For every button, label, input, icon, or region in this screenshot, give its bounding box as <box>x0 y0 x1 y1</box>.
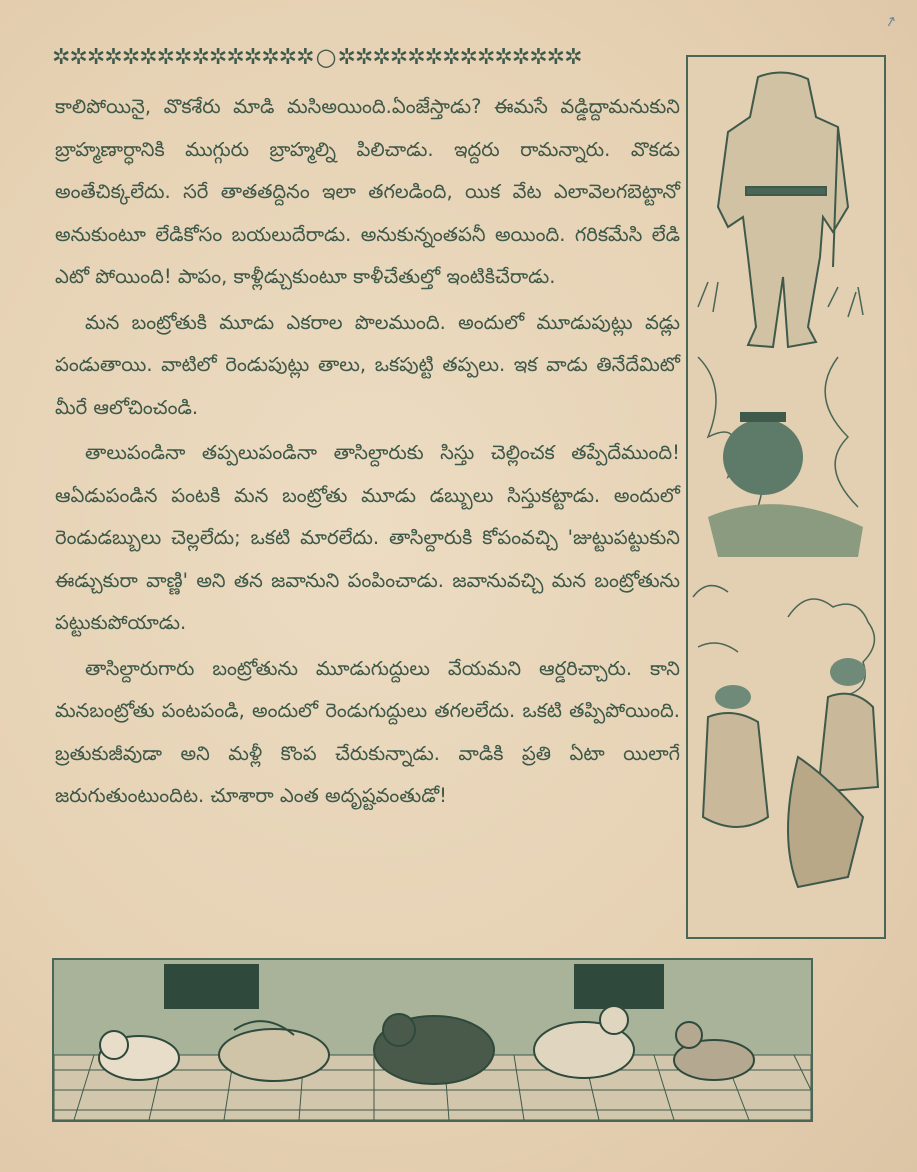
cats-illustration-drawing <box>54 960 811 1120</box>
story-paragraph-1: కాలిపోయినై, వొకశేరు మాడి మసిఅయింది.ఏంజేస్తాడు? ఈమసే వడ్డిద్దామనుకుని బ్రాహ్మణార్ధానికి ముగ్గురు బ్రాహ్మల్ని పిలిచాడు. ఇద్దరు రామన్నారు. వొకడు అంతేచిక్కలేదు. సరే తాతతద్దినం ఇలా తగలడింది, యిక వేట ఎలావెలగబెట్టానో అనుకుంటూ లేడికోసం బయలుదేరాడు. అనుకున్నంతపనీ అయింది. గరికమేసి లేడి ఎటో పోయింది! పాపం, కాళ్లీడ్చుకుంటూ కాళీచేతుల్తో ఇంటికిచేరాడు. <box>55 95 680 288</box>
border-stars-right: ✲✲✲✲✲✲✲✲✲✲✲✲✲✲ <box>337 44 582 70</box>
cats-illustration <box>52 958 813 1122</box>
hunter-story-illustration <box>686 55 886 939</box>
window-left <box>164 964 259 1009</box>
seated-figures <box>703 658 878 887</box>
story-paragraph-4: తాసిల్దారుగారు బంట్రోతును మూడుగుద్దులు వేయమని ఆర్డరిచ్చారు. కాని మనబంట్రోతు పంటపండి, అందులో రెండుగుద్దులు తగలలేదు. ఒకటి తప్పిపోయింది. బ్రతుకుజీవుడా అని మళ్లీ కొంప చేరుకున్నాడు. వాడికి ప్రతి ఏటా యిలాగే జరుగుతుంటుందిట. చూశారా ఎంత అదృష్టవంతుడో! <box>55 656 680 807</box>
hunter-illustration-drawing <box>688 57 884 937</box>
cooking-pot <box>698 357 863 557</box>
window-right <box>574 964 664 1009</box>
border-stars-left: ✲✲✲✲✲✲✲✲✲✲✲✲✲✲✲ <box>52 44 314 70</box>
story-paragraph-3: తాలుపండినా తప్పలుపండినా తాసిల్దారుకు సిస్తు చెల్లించక తప్పేదేముంది! ఆఏడుపండిన పంటకి మన బంట్రోతు మూడు డబ్బులు సిస్తుకట్టాడు. అందులో రెండుడబ్బులు చెల్లలేదు; ఒకటి మారలేదు. తాసిల్దారుకి కోపంవచ్చి 'జుట్టుపట్టుకుని ఈడ్చుకురా వాణ్ణి' అని తన జవానుని పంపించాడు. జవానువచ్చి మన బంట్రోతును పట్టుకుపోయాడు. <box>55 441 680 634</box>
story-paragraph-2: మన బంట్రోతుకి మూడు ఎకరాల పొలముంది. అందులో మూడుపుట్లు వడ్లు పండుతాయి. వాటిలో రెండుపుట్లు తాలు, ఒకపుట్టి తప్పలు. ఇక వాడు తినేదేమిటో మీరే ఆలోచించండి. <box>55 310 680 419</box>
decorative-star-border <box>52 44 682 70</box>
story-text <box>55 86 680 818</box>
page-corner-mark: ↗ <box>883 12 899 32</box>
border-center-circle: ○ <box>315 44 336 70</box>
